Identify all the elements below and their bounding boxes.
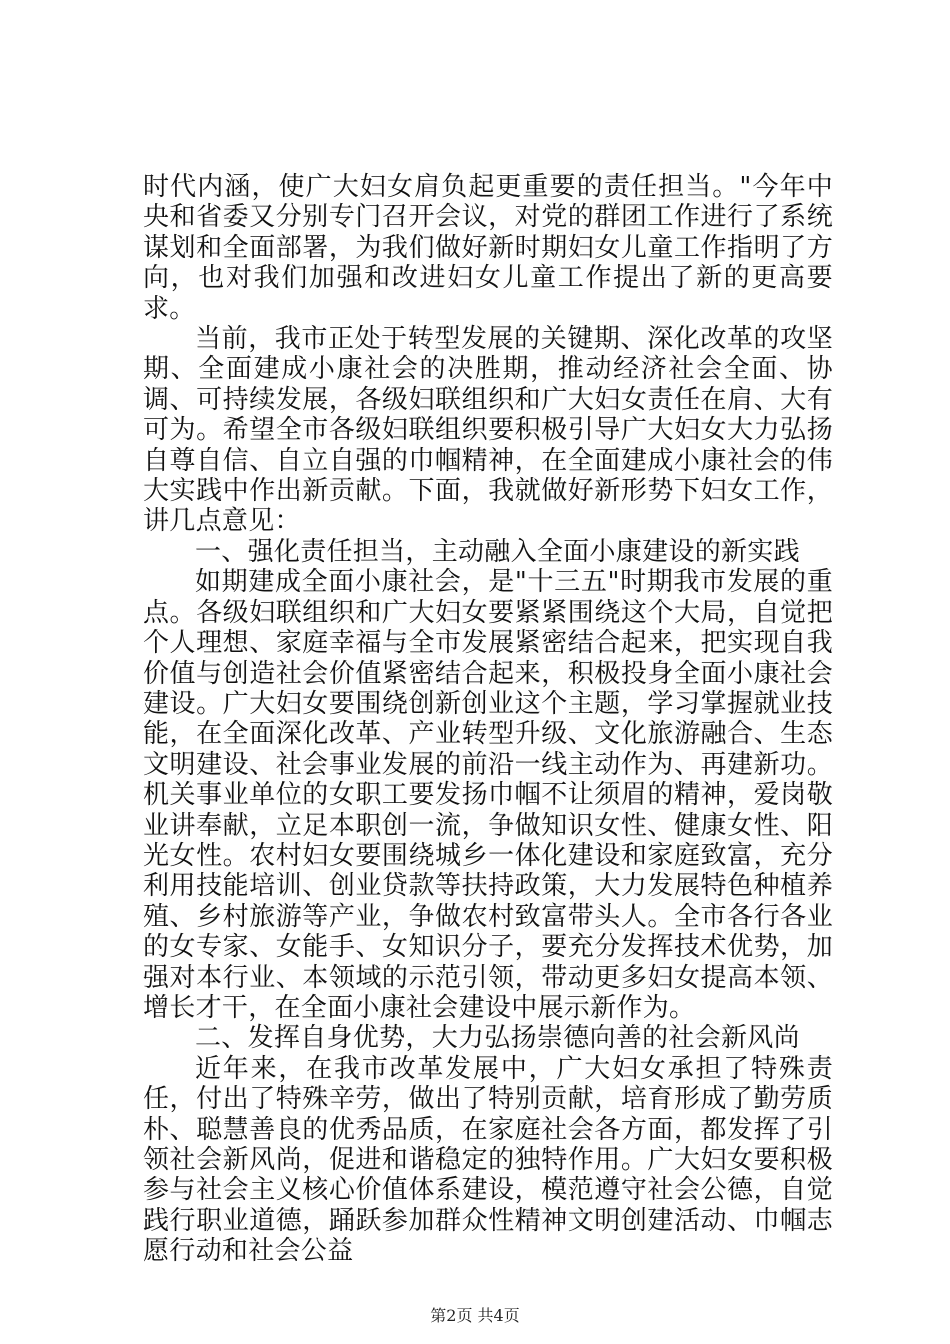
paragraph-section-one: 如期建成全面小康社会，是"十三五"时期我市发展的重点。各级妇联组织和广大妇女要紧紧围绕这个大局，自觉把个人理想、家庭幸福与全市发展紧密结合起来，把实现自我价值与创造社会价值紧密结合起来，积极投身全面小康社会建设。广大妇女要围绕创新创业这个主题，学习掌握就业技能，在全面深化改革、产业转型升级、文化旅游融合、生态文明建设、社会事业发展的前沿一线主动作为、再建新功。机关事业单位的女职工要发扬巾帼不让须眉的精神，爱岗敬业讲奉献，立足本职创一流，争做知识女性、健康女性、阳光女性。农村妇女要围绕城乡一体化建设和家庭致富，充分利用技能培训、创业贷款等扶持政策，大力发展特色种植养殖、乡村旅游等产业，争做农村致富带头人。全市各行各业的女专家、女能手、女知识分子，要充分发挥技术优势，加强对本行业、本领域的示范引领，带动更多妇女提高本领、增长才干，在全面小康社会建设中展示新作为。 [143,567,833,1023]
page-number-footer: 第2页 共4页 [430,1306,520,1325]
section-heading-two: 二、发挥自身优势，大力弘扬崇德向善的社会新风尚 [195,1023,800,1054]
section-heading-one: 一、强化责任担当，主动融入全面小康建设的新实践 [195,536,800,567]
paragraph-current-situation: 当前，我市正处于转型发展的关键期、深化改革的攻坚期、全面建成小康社会的决胜期，推动经济社会全面、协调、可持续发展，各级妇联组织和广大妇女责任在肩、大有可为。希望全市各级妇联组织要积极引导广大妇女大力弘扬自尊自信、自立自强的巾帼精神，在全面建成小康社会的伟大实践中作出新贡献。下面，我就做好新形势下妇女工作，讲几点意见： [143,324,833,537]
paragraph-continuation: 时代内涵，使广大妇女肩负起更重要的责任担当。"今年中央和省委又分别专门召开会议，对党的群团工作进行了系统谋划和全面部署，为我们做好新时期妇女儿童工作指明了方向，也对我们加强和改进妇女儿童工作提出了新的更高要求。 [143,172,833,324]
paragraph-section-two: 近年来，在我市改革发展中，广大妇女承担了特殊责任，付出了特殊辛劳，做出了特别贡献，培育形成了勤劳质朴、聪慧善良的优秀品质，在家庭社会各方面，都发挥了引领社会新风尚，促进和谐稳定的独特作用。广大妇女要积极参与社会主义核心价值体系建设，模范遵守社会公德，自觉践行职业道德，踊跃参加群众性精神文明创建活动、巾帼志愿行动和社会公益 [143,1053,833,1267]
document-body [143,172,833,1267]
